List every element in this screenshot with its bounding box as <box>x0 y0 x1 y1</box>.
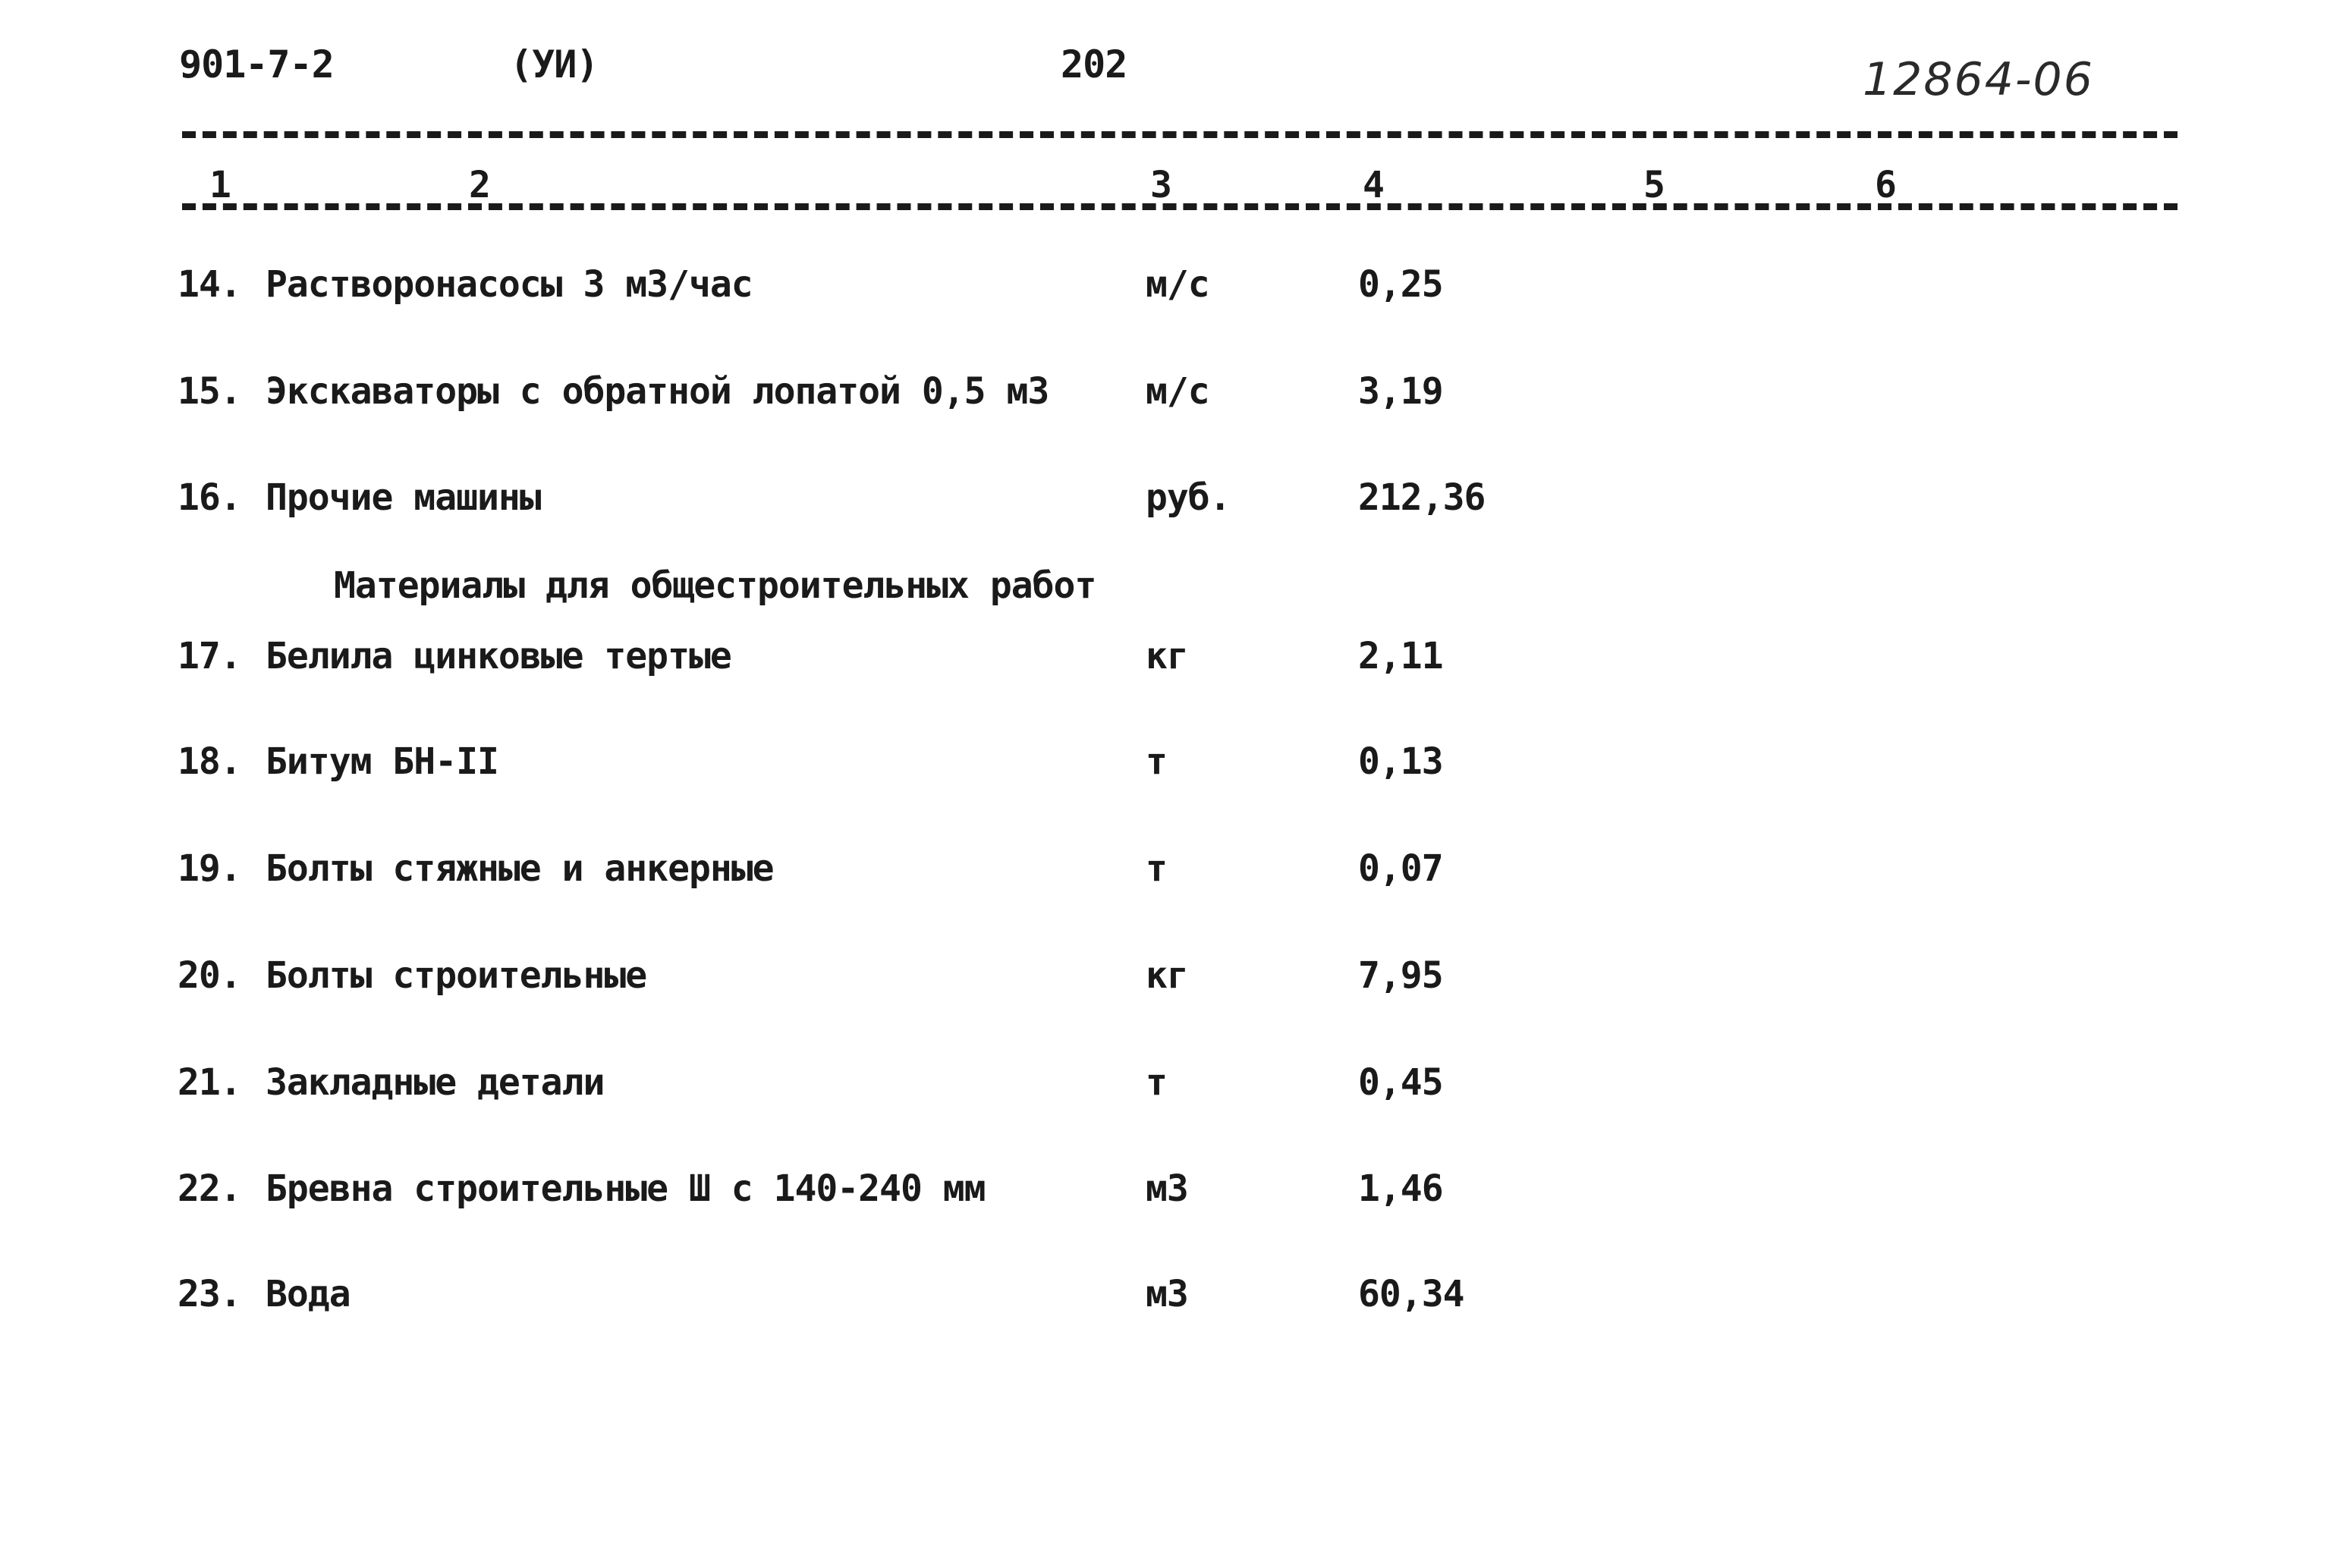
row-number: 17. <box>178 635 241 677</box>
row-unit: т <box>1146 740 1167 783</box>
row-quantity: 7,95 <box>1358 954 1443 997</box>
row-name: Закладные детали <box>266 1061 605 1104</box>
row-unit: кг <box>1146 635 1188 677</box>
handwritten-number: 12864-06 <box>1863 53 2094 106</box>
table-row <box>0 467 2330 528</box>
row-quantity: 0,13 <box>1358 740 1443 783</box>
row-quantity: 0,07 <box>1358 847 1443 890</box>
column-number-2: 2 <box>464 167 495 203</box>
row-number: 14. <box>178 263 241 306</box>
table-row <box>0 945 2330 1006</box>
table-row <box>0 838 2330 899</box>
section-heading: Материалы для общестроительных работ <box>334 564 1096 607</box>
row-unit: м3 <box>1146 1167 1188 1210</box>
table-row <box>0 1158 2330 1219</box>
row-number: 16. <box>178 476 241 519</box>
table-row <box>0 254 2330 315</box>
row-number: 18. <box>178 740 241 783</box>
column-number-5: 5 <box>1639 167 1670 203</box>
row-name: Болты строительные <box>266 954 647 997</box>
row-quantity: 0,25 <box>1358 263 1443 306</box>
row-quantity: 1,46 <box>1358 1167 1443 1210</box>
row-unit: м3 <box>1146 1273 1188 1315</box>
row-quantity: 3,19 <box>1358 370 1443 413</box>
table-row <box>0 1264 2330 1324</box>
row-name: Прочие машины <box>266 476 541 519</box>
table-row <box>0 731 2330 792</box>
row-name: Бревна строительные Ш с 140-240 мм <box>266 1167 986 1210</box>
document-mark: (УИ) <box>510 42 599 86</box>
table-row <box>0 361 2330 422</box>
row-number: 20. <box>178 954 241 997</box>
row-unit: м/с <box>1146 370 1209 413</box>
row-name: Битум БН-II <box>266 740 498 783</box>
table-row <box>0 626 2330 687</box>
page-number: 202 <box>1061 42 1127 86</box>
row-number: 22. <box>178 1167 241 1210</box>
row-number: 23. <box>178 1273 241 1315</box>
row-number: 21. <box>178 1061 241 1104</box>
top-dashed-rule <box>182 131 2177 138</box>
row-name: Растворонасосы 3 м3/час <box>266 263 753 306</box>
row-quantity: 0,45 <box>1358 1061 1443 1104</box>
column-number-4: 4 <box>1358 167 1389 203</box>
row-name: Белила цинковые тертые <box>266 635 731 677</box>
row-number: 15. <box>178 370 241 413</box>
row-unit: т <box>1146 847 1167 890</box>
row-unit: кг <box>1146 954 1188 997</box>
row-quantity: 60,34 <box>1358 1273 1464 1315</box>
column-number-3: 3 <box>1146 167 1177 203</box>
column-number-1: 1 <box>205 167 236 203</box>
row-quantity: 212,36 <box>1358 476 1486 519</box>
row-name: Экскаваторы с обратной лопатой 0,5 м3 <box>266 370 1049 413</box>
row-quantity: 2,11 <box>1358 635 1443 677</box>
row-number: 19. <box>178 847 241 890</box>
row-unit: руб. <box>1146 476 1231 519</box>
document-code: 901-7-2 <box>179 42 334 86</box>
row-name: Вода <box>266 1273 351 1315</box>
row-name: Болты стяжные и анкерные <box>266 847 774 890</box>
table-row <box>0 1052 2330 1113</box>
column-number-6: 6 <box>1870 167 1901 203</box>
row-unit: т <box>1146 1061 1167 1104</box>
row-unit: м/с <box>1146 263 1209 306</box>
